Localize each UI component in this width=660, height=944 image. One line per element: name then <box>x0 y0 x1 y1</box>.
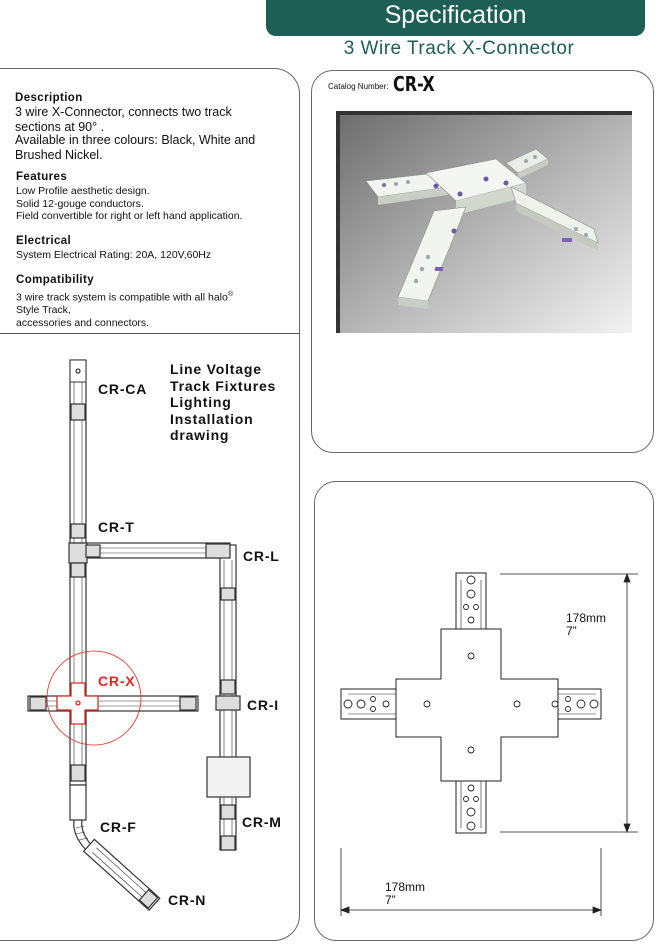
page-subtitle: 3 Wire Track X-Connector <box>343 38 575 59</box>
feed-end <box>70 785 86 820</box>
title-banner <box>266 0 645 36</box>
description-heading: Description <box>15 92 83 104</box>
cross-horizontal-track <box>28 696 198 711</box>
label-cr-n: CR-N <box>168 892 207 908</box>
compatibility-text-b: Style Track, accessories and connectors. <box>16 304 150 329</box>
compatibility-text-a: 3 wire track system is compatible with all halo <box>16 291 228 304</box>
x-connector-body <box>396 629 558 781</box>
highlighted-x-connector <box>57 683 98 724</box>
label-cr-t: CR-T <box>98 519 135 535</box>
features-heading: Features <box>16 171 68 183</box>
installation-drawing <box>0 340 300 940</box>
catalog-number: CR-X <box>393 72 435 96</box>
cr-m-box <box>207 757 250 797</box>
page-title: Specification <box>384 1 527 29</box>
compatibility-text <box>16 289 296 329</box>
label-cr-l: CR-L <box>243 548 280 564</box>
features-text: Low Profile aesthetic design. Solid 12-gouge conductors. Field convertible for right or left hand application. <box>16 185 243 222</box>
vertical-dimension-mm: 178mm <box>566 611 607 625</box>
section-divider <box>0 333 300 334</box>
catalog-label: Catalog Number: <box>328 82 389 91</box>
registered-mark: ® <box>227 291 233 298</box>
electrical-text: System Electrical Rating: 20A, 120V,60Hz <box>16 249 212 261</box>
installation-title: Line Voltage Track Fixtures Lighting Installation drawing <box>170 361 277 443</box>
compatibility-heading: Compatibility <box>16 274 95 286</box>
description-text-2: Available in three colours: Black, White and Brushed Nickel. <box>15 133 256 162</box>
horizontal-dimension-in: 7” <box>385 893 396 907</box>
label-cr-f: CR-F <box>100 819 137 835</box>
product-photo <box>336 111 632 333</box>
label-cr-x: CR-X <box>98 673 136 689</box>
vertical-dimension-in: 7” <box>566 624 577 638</box>
electrical-heading: Electrical <box>16 235 72 247</box>
horizontal-dimension-mm: 178mm <box>385 880 426 894</box>
label-cr-ca: CR-CA <box>98 381 148 397</box>
description-text-1: 3 wire X-Connector, connects two track sections at 90° . <box>15 105 232 134</box>
label-cr-m: CR-M <box>242 814 282 830</box>
label-cr-i: CR-I <box>247 697 279 713</box>
